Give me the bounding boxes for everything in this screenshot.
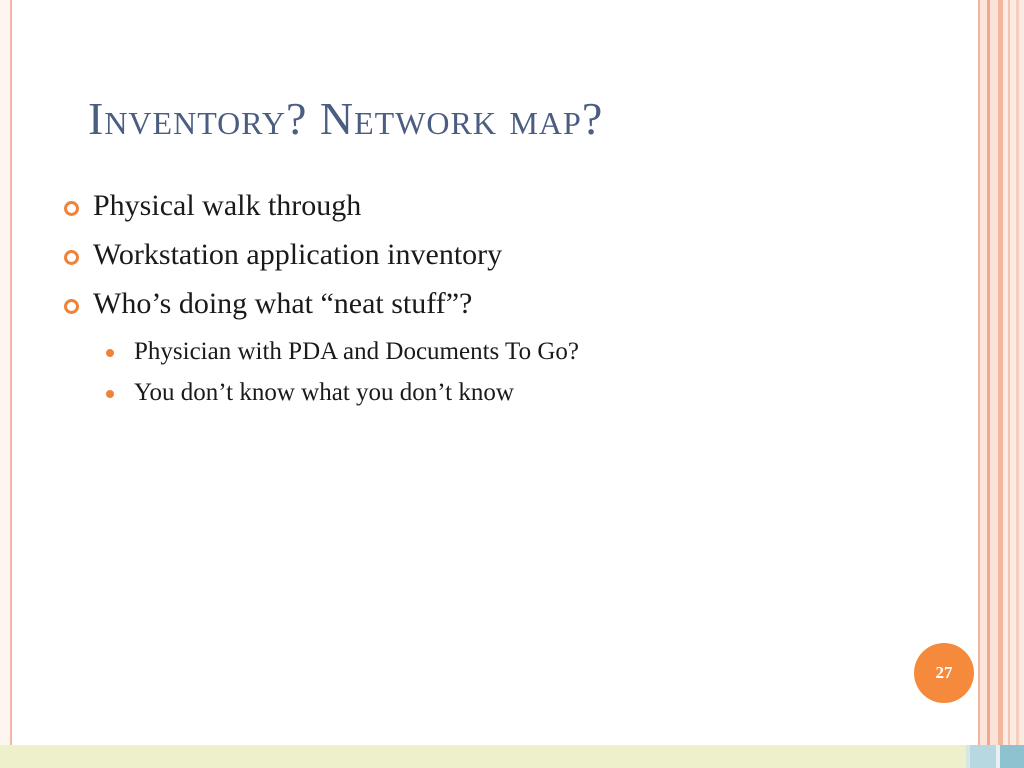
right-stripe <box>1003 0 1024 745</box>
page-number: 27 <box>935 663 953 682</box>
hollow-circle-icon <box>64 250 79 265</box>
bullet-text: Workstation application inventory <box>93 238 503 271</box>
filled-dot-icon <box>106 349 114 357</box>
hollow-circle-icon <box>64 201 79 216</box>
page-number-badge <box>914 643 974 703</box>
slide-title: Inventory? Network map? <box>88 93 604 144</box>
right-stripe <box>1008 0 1010 745</box>
bottom-corner-block <box>966 745 996 768</box>
bottom-corner-block <box>966 745 970 768</box>
bullet-text: Who’s doing what “neat stuff”? <box>93 287 473 320</box>
bottom-corner-block <box>1000 745 1024 768</box>
right-stripe <box>980 0 987 745</box>
bullet-text: Physical walk through <box>93 189 362 222</box>
sub-bullet-text: You don’t know what you don’t know <box>134 379 514 406</box>
right-stripe <box>990 0 998 745</box>
bottom-bar <box>0 745 966 768</box>
hollow-circle-icon <box>64 299 79 314</box>
sub-bullet-text: Physician with PDA and Documents To Go? <box>134 338 579 365</box>
right-stripe <box>1016 0 1019 745</box>
filled-dot-icon <box>106 390 114 398</box>
